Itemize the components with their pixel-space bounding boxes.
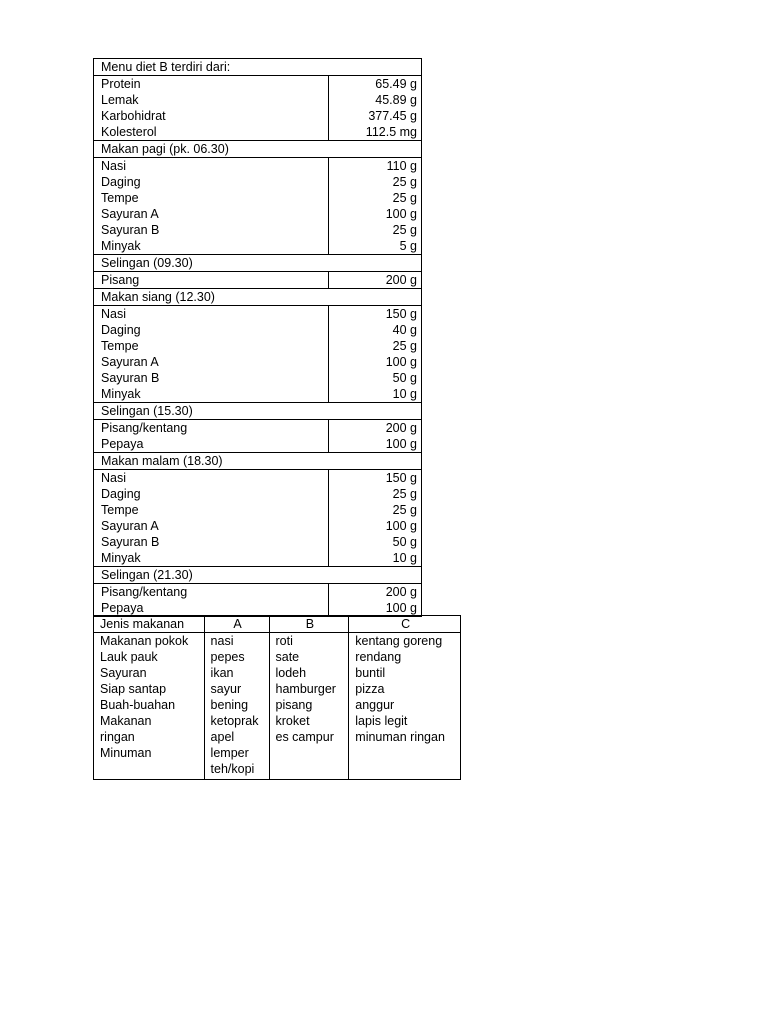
menu-item-row	[94, 238, 422, 255]
diet-menu-table	[93, 58, 422, 617]
menu-item-row	[94, 370, 422, 386]
item-name: Minyak	[94, 386, 329, 403]
diet-menu-body	[94, 59, 422, 617]
item-name: Daging	[94, 486, 329, 502]
item-amount: 25 g	[329, 486, 422, 502]
food-entry: hamburger	[275, 682, 336, 696]
menu-item-row	[94, 386, 422, 403]
menu-item-row	[94, 306, 422, 323]
food-entry: ketoprak	[210, 714, 259, 728]
menu-item-row	[94, 470, 422, 487]
food-entry: Sayuran	[100, 666, 147, 680]
menu-item-row	[94, 272, 422, 289]
item-amount: 25 g	[329, 338, 422, 354]
item-name: Protein	[94, 76, 329, 93]
food-entry: teh/kopi	[210, 762, 255, 776]
item-name: Pisang/kentang	[94, 420, 329, 437]
meal-title: Selingan (09.30)	[94, 255, 422, 272]
menu-item-row	[94, 584, 422, 601]
menu-item-row	[94, 222, 422, 238]
meal-title-row	[94, 289, 422, 306]
food-entry: Makanan	[100, 714, 152, 728]
food-entry: kroket	[275, 714, 310, 728]
item-amount: 150 g	[329, 470, 422, 487]
item-name: Minyak	[94, 550, 329, 567]
menu-item-row	[94, 436, 422, 453]
food-types-table	[93, 615, 461, 780]
item-amount: 25 g	[329, 502, 422, 518]
food-entry: bening	[210, 698, 249, 712]
menu-item-row	[94, 322, 422, 338]
food-table-header-row	[94, 616, 461, 633]
type-b-cell	[269, 633, 349, 780]
meal-title-row	[94, 403, 422, 420]
item-amount: 40 g	[329, 322, 422, 338]
food-entry: anggur	[355, 698, 395, 712]
item-amount: 150 g	[329, 306, 422, 323]
item-amount: 200 g	[329, 584, 422, 601]
menu-title: Menu diet B terdiri dari:	[94, 59, 422, 76]
meal-title-row	[94, 141, 422, 158]
header-a: A	[204, 616, 269, 633]
item-amount: 110 g	[329, 158, 422, 175]
item-name: Nasi	[94, 470, 329, 487]
menu-item-row	[94, 518, 422, 534]
item-name: Lemak	[94, 92, 329, 108]
food-entry: rendang	[355, 650, 402, 664]
item-name: Pepaya	[94, 436, 329, 453]
item-name: Sayuran A	[94, 518, 329, 534]
food-entry: ikan	[210, 666, 234, 680]
item-amount: 100 g	[329, 518, 422, 534]
food-entry: Buah-buahan	[100, 698, 176, 712]
food-entry: ringan	[100, 730, 135, 744]
menu-item-row	[94, 550, 422, 567]
food-entry: lemper	[210, 746, 249, 760]
food-entry: Lauk pauk	[100, 650, 158, 664]
food-table-body-row	[94, 633, 461, 780]
item-name: Sayuran B	[94, 534, 329, 550]
item-amount: 10 g	[329, 550, 422, 567]
food-entry: sayur	[210, 682, 242, 696]
food-entry: kentang goreng	[355, 634, 443, 648]
food-entry: Minuman	[100, 746, 152, 760]
menu-item-row	[94, 124, 422, 141]
item-name: Pepaya	[94, 600, 329, 617]
meal-title: Selingan (15.30)	[94, 403, 422, 420]
item-amount: 5 g	[329, 238, 422, 255]
menu-item-row	[94, 174, 422, 190]
item-name: Tempe	[94, 190, 329, 206]
meal-title: Makan siang (12.30)	[94, 289, 422, 306]
meal-title: Makan malam (18.30)	[94, 453, 422, 470]
jenis-makanan-cell	[94, 633, 205, 780]
food-entry: apel	[210, 730, 235, 744]
item-name: Karbohidrat	[94, 108, 329, 124]
menu-title-row	[94, 59, 422, 76]
type-c-cell	[349, 633, 461, 780]
item-name: Tempe	[94, 502, 329, 518]
item-amount: 65.49 g	[329, 76, 422, 93]
item-name: Kolesterol	[94, 124, 329, 141]
item-amount: 200 g	[329, 272, 422, 289]
food-entry: buntil	[355, 666, 386, 680]
item-name: Sayuran B	[94, 370, 329, 386]
item-amount: 25 g	[329, 190, 422, 206]
item-name: Sayuran A	[94, 354, 329, 370]
item-name: Sayuran B	[94, 222, 329, 238]
menu-item-row	[94, 354, 422, 370]
type-a-cell	[204, 633, 269, 780]
menu-item-row	[94, 486, 422, 502]
item-amount: 25 g	[329, 174, 422, 190]
menu-item-row	[94, 420, 422, 437]
meal-title-row	[94, 255, 422, 272]
menu-item-row	[94, 158, 422, 175]
item-name: Daging	[94, 174, 329, 190]
item-amount: 10 g	[329, 386, 422, 403]
menu-item-row	[94, 108, 422, 124]
item-amount: 200 g	[329, 420, 422, 437]
menu-item-row	[94, 206, 422, 222]
item-amount: 112.5 mg	[329, 124, 422, 141]
food-entry: Makanan pokok	[100, 634, 189, 648]
header-jenis-makanan: Jenis makanan	[94, 616, 205, 633]
food-entry: sate	[275, 650, 300, 664]
item-name: Pisang/kentang	[94, 584, 329, 601]
menu-item-row	[94, 76, 422, 93]
food-entry: nasi	[210, 634, 234, 648]
item-amount: 50 g	[329, 534, 422, 550]
meal-title: Selingan (21.30)	[94, 567, 422, 584]
meal-title-row	[94, 567, 422, 584]
food-entry: pisang	[275, 698, 313, 712]
item-amount: 50 g	[329, 370, 422, 386]
food-entry: roti	[275, 634, 293, 648]
header-c: C	[349, 616, 461, 633]
item-name: Nasi	[94, 306, 329, 323]
item-name: Sayuran A	[94, 206, 329, 222]
item-name: Nasi	[94, 158, 329, 175]
food-entry: pepes	[210, 650, 245, 664]
item-amount: 45.89 g	[329, 92, 422, 108]
menu-item-row	[94, 534, 422, 550]
meal-title-row	[94, 453, 422, 470]
food-entry: lapis legit	[355, 714, 408, 728]
menu-item-row	[94, 92, 422, 108]
food-entry: lodeh	[275, 666, 307, 680]
menu-item-row	[94, 338, 422, 354]
item-amount: 100 g	[329, 354, 422, 370]
food-entry: es campur	[275, 730, 334, 744]
meal-title: Makan pagi (pk. 06.30)	[94, 141, 422, 158]
item-name: Minyak	[94, 238, 329, 255]
food-entry: pizza	[355, 682, 385, 696]
item-name: Tempe	[94, 338, 329, 354]
menu-item-row	[94, 190, 422, 206]
item-amount: 100 g	[329, 436, 422, 453]
food-entry: minuman ringan	[355, 730, 445, 744]
item-name: Daging	[94, 322, 329, 338]
item-amount: 100 g	[329, 600, 422, 617]
menu-item-row	[94, 502, 422, 518]
item-amount: 25 g	[329, 222, 422, 238]
header-b: B	[269, 616, 349, 633]
food-entry: Siap santap	[100, 682, 167, 696]
item-name: Pisang	[94, 272, 329, 289]
item-amount: 100 g	[329, 206, 422, 222]
item-amount: 377.45 g	[329, 108, 422, 124]
